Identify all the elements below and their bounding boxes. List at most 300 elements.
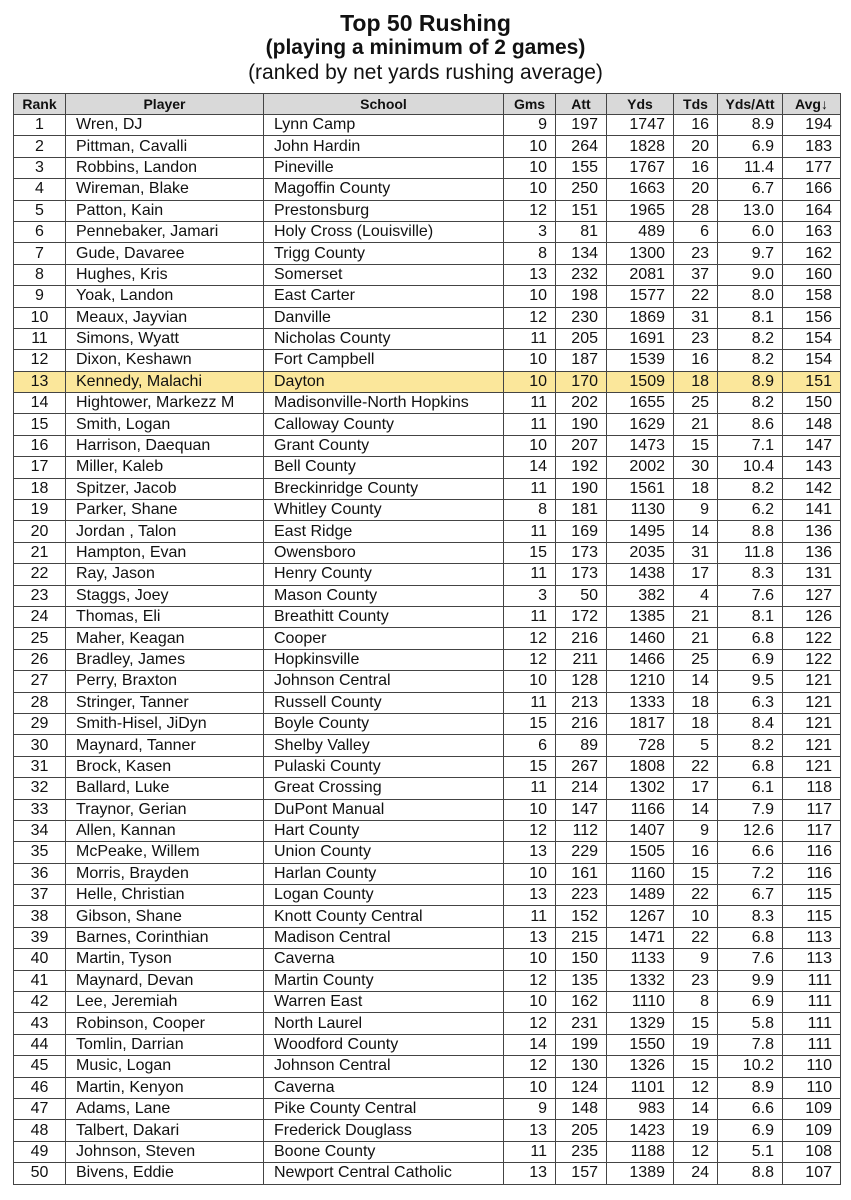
cell-player: Morris, Brayden xyxy=(66,863,264,884)
cell-gms: 12 xyxy=(504,1013,556,1034)
cell-gms: 10 xyxy=(504,799,556,820)
table-row xyxy=(14,692,841,713)
table-row xyxy=(14,221,841,242)
cell-gms: 15 xyxy=(504,756,556,777)
cell-rank: 31 xyxy=(14,756,66,777)
cell-yds: 489 xyxy=(607,221,674,242)
cell-yds: 1130 xyxy=(607,500,674,521)
cell-gms: 10 xyxy=(504,286,556,307)
cell-avg: 107 xyxy=(783,1163,841,1184)
cell-tds: 6 xyxy=(674,221,718,242)
cell-gms: 10 xyxy=(504,179,556,200)
cell-att: 205 xyxy=(556,1120,607,1141)
cell-school: Madison Central xyxy=(264,927,504,948)
cell-rank: 45 xyxy=(14,1056,66,1077)
cell-avg: 131 xyxy=(783,564,841,585)
table-row xyxy=(14,628,841,649)
cell-avg: 108 xyxy=(783,1141,841,1162)
cell-att: 205 xyxy=(556,328,607,349)
header-row xyxy=(14,94,841,115)
cell-player: Perry, Braxton xyxy=(66,671,264,692)
cell-rank: 36 xyxy=(14,863,66,884)
cell-gms: 15 xyxy=(504,713,556,734)
cell-yds: 1869 xyxy=(607,307,674,328)
cell-rank: 49 xyxy=(14,1141,66,1162)
cell-school: DuPont Manual xyxy=(264,799,504,820)
table-row xyxy=(14,863,841,884)
cell-avg: 127 xyxy=(783,585,841,606)
cell-rank: 24 xyxy=(14,606,66,627)
cell-att: 232 xyxy=(556,264,607,285)
cell-yds: 382 xyxy=(607,585,674,606)
table-row xyxy=(14,906,841,927)
cell-att: 267 xyxy=(556,756,607,777)
cell-tds: 9 xyxy=(674,949,718,970)
cell-gms: 10 xyxy=(504,435,556,456)
cell-yds: 1101 xyxy=(607,1077,674,1098)
cell-yds: 1302 xyxy=(607,778,674,799)
cell-tds: 25 xyxy=(674,649,718,670)
cell-att: 216 xyxy=(556,628,607,649)
cell-avg: 111 xyxy=(783,1034,841,1055)
cell-tds: 15 xyxy=(674,435,718,456)
ranking-note: (ranked by net yards rushing average) xyxy=(248,61,603,84)
cell-player: Kennedy, Malachi xyxy=(66,371,264,392)
cell-avg: 126 xyxy=(783,606,841,627)
cell-avg: 115 xyxy=(783,885,841,906)
cell-school: Dayton xyxy=(264,371,504,392)
cell-yds-att: 8.2 xyxy=(718,393,783,414)
cell-rank: 40 xyxy=(14,949,66,970)
cell-school: Union County xyxy=(264,842,504,863)
cell-rank: 27 xyxy=(14,671,66,692)
cell-rank: 7 xyxy=(14,243,66,264)
cell-rank: 29 xyxy=(14,713,66,734)
cell-att: 169 xyxy=(556,521,607,542)
cell-tds: 16 xyxy=(674,115,718,136)
cell-yds-att: 5.8 xyxy=(718,1013,783,1034)
cell-yds: 2081 xyxy=(607,264,674,285)
cell-att: 157 xyxy=(556,1163,607,1184)
cell-att: 161 xyxy=(556,863,607,884)
cell-att: 216 xyxy=(556,713,607,734)
col-header-yds: Yds xyxy=(607,94,674,115)
cell-rank: 14 xyxy=(14,393,66,414)
cell-tds: 22 xyxy=(674,756,718,777)
col-header-rank: Rank xyxy=(14,94,66,115)
cell-gms: 11 xyxy=(504,393,556,414)
cell-tds: 24 xyxy=(674,1163,718,1184)
cell-yds: 1466 xyxy=(607,649,674,670)
cell-tds: 18 xyxy=(674,478,718,499)
cell-avg: 121 xyxy=(783,671,841,692)
cell-gms: 13 xyxy=(504,1120,556,1141)
cell-gms: 13 xyxy=(504,885,556,906)
cell-school: Martin County xyxy=(264,970,504,991)
table-row xyxy=(14,606,841,627)
col-header-tds: Tds xyxy=(674,94,718,115)
cell-tds: 22 xyxy=(674,286,718,307)
cell-avg: 194 xyxy=(783,115,841,136)
cell-school: Great Crossing xyxy=(264,778,504,799)
cell-gms: 10 xyxy=(504,863,556,884)
cell-avg: 110 xyxy=(783,1077,841,1098)
cell-school: Pineville xyxy=(264,157,504,178)
cell-avg: 109 xyxy=(783,1098,841,1119)
cell-gms: 13 xyxy=(504,1163,556,1184)
cell-yds: 1577 xyxy=(607,286,674,307)
cell-yds-att: 6.3 xyxy=(718,692,783,713)
cell-tds: 16 xyxy=(674,157,718,178)
cell-yds-att: 6.1 xyxy=(718,778,783,799)
cell-att: 192 xyxy=(556,457,607,478)
cell-att: 147 xyxy=(556,799,607,820)
cell-gms: 13 xyxy=(504,842,556,863)
cell-avg: 111 xyxy=(783,1013,841,1034)
cell-att: 213 xyxy=(556,692,607,713)
cell-yds-att: 7.6 xyxy=(718,585,783,606)
cell-tds: 18 xyxy=(674,713,718,734)
cell-player: Adams, Lane xyxy=(66,1098,264,1119)
cell-att: 181 xyxy=(556,500,607,521)
cell-yds: 1489 xyxy=(607,885,674,906)
cell-avg: 151 xyxy=(783,371,841,392)
cell-yds: 1385 xyxy=(607,606,674,627)
cell-yds: 1329 xyxy=(607,1013,674,1034)
cell-rank: 4 xyxy=(14,179,66,200)
cell-player: McPeake, Willem xyxy=(66,842,264,863)
cell-att: 214 xyxy=(556,778,607,799)
cell-school: Cooper xyxy=(264,628,504,649)
table-row xyxy=(14,1013,841,1034)
cell-yds-att: 8.2 xyxy=(718,478,783,499)
table-row xyxy=(14,1141,841,1162)
cell-gms: 13 xyxy=(504,264,556,285)
cell-player: Thomas, Eli xyxy=(66,606,264,627)
cell-school: Fort Campbell xyxy=(264,350,504,371)
cell-school: Harlan County xyxy=(264,863,504,884)
cell-school: East Ridge xyxy=(264,521,504,542)
cell-yds-att: 8.2 xyxy=(718,735,783,756)
col-header-avg-sorted[interactable]: Avg↓ xyxy=(783,94,841,115)
cell-rank: 25 xyxy=(14,628,66,649)
cell-rank: 20 xyxy=(14,521,66,542)
cell-avg: 118 xyxy=(783,778,841,799)
cell-player: Pennebaker, Jamari xyxy=(66,221,264,242)
cell-avg: 154 xyxy=(783,328,841,349)
cell-avg: 162 xyxy=(783,243,841,264)
cell-att: 150 xyxy=(556,949,607,970)
cell-yds: 1160 xyxy=(607,863,674,884)
cell-avg: 116 xyxy=(783,842,841,863)
cell-avg: 113 xyxy=(783,949,841,970)
table-row xyxy=(14,457,841,478)
table-row xyxy=(14,585,841,606)
cell-player: Maher, Keagan xyxy=(66,628,264,649)
cell-player: Robbins, Landon xyxy=(66,157,264,178)
cell-yds: 1767 xyxy=(607,157,674,178)
cell-att: 264 xyxy=(556,136,607,157)
cell-rank: 35 xyxy=(14,842,66,863)
cell-tds: 5 xyxy=(674,735,718,756)
cell-player: Ray, Jason xyxy=(66,564,264,585)
cell-tds: 30 xyxy=(674,457,718,478)
cell-school: Trigg County xyxy=(264,243,504,264)
cell-player: Dixon, Keshawn xyxy=(66,350,264,371)
cell-gms: 10 xyxy=(504,136,556,157)
cell-tds: 16 xyxy=(674,350,718,371)
cell-yds: 2002 xyxy=(607,457,674,478)
cell-school: Logan County xyxy=(264,885,504,906)
cell-avg: 148 xyxy=(783,414,841,435)
cell-yds-att: 8.1 xyxy=(718,307,783,328)
table-row xyxy=(14,307,841,328)
cell-player: Robinson, Cooper xyxy=(66,1013,264,1034)
table-row xyxy=(14,778,841,799)
cell-tds: 19 xyxy=(674,1034,718,1055)
cell-yds-att: 7.6 xyxy=(718,949,783,970)
cell-rank: 15 xyxy=(14,414,66,435)
cell-tds: 23 xyxy=(674,970,718,991)
cell-att: 215 xyxy=(556,927,607,948)
cell-avg: 122 xyxy=(783,649,841,670)
cell-school: Calloway County xyxy=(264,414,504,435)
col-header-yds-att: Yds/Att xyxy=(718,94,783,115)
cell-rank: 37 xyxy=(14,885,66,906)
cell-player: Maynard, Tanner xyxy=(66,735,264,756)
cell-tds: 18 xyxy=(674,371,718,392)
cell-gms: 12 xyxy=(504,307,556,328)
cell-avg: 117 xyxy=(783,820,841,841)
cell-yds-att: 6.9 xyxy=(718,992,783,1013)
cell-avg: 156 xyxy=(783,307,841,328)
cell-att: 130 xyxy=(556,1056,607,1077)
cell-att: 211 xyxy=(556,649,607,670)
cell-att: 173 xyxy=(556,542,607,563)
cell-school: Warren East xyxy=(264,992,504,1013)
cell-yds: 1808 xyxy=(607,756,674,777)
cell-avg: 122 xyxy=(783,628,841,649)
table-row xyxy=(14,1163,841,1184)
cell-rank: 23 xyxy=(14,585,66,606)
cell-yds-att: 10.4 xyxy=(718,457,783,478)
cell-rank: 5 xyxy=(14,200,66,221)
cell-avg: 147 xyxy=(783,435,841,456)
cell-att: 162 xyxy=(556,992,607,1013)
cell-avg: 121 xyxy=(783,735,841,756)
cell-rank: 18 xyxy=(14,478,66,499)
cell-avg: 183 xyxy=(783,136,841,157)
cell-tds: 22 xyxy=(674,885,718,906)
cell-gms: 3 xyxy=(504,585,556,606)
cell-yds-att: 6.9 xyxy=(718,136,783,157)
cell-gms: 11 xyxy=(504,1141,556,1162)
cell-gms: 11 xyxy=(504,564,556,585)
cell-avg: 136 xyxy=(783,521,841,542)
cell-rank: 39 xyxy=(14,927,66,948)
cell-gms: 10 xyxy=(504,949,556,970)
cell-rank: 33 xyxy=(14,799,66,820)
table-row xyxy=(14,1098,841,1119)
cell-att: 223 xyxy=(556,885,607,906)
cell-att: 202 xyxy=(556,393,607,414)
cell-player: Brock, Kasen xyxy=(66,756,264,777)
cell-school: Russell County xyxy=(264,692,504,713)
cell-rank: 44 xyxy=(14,1034,66,1055)
cell-yds: 1407 xyxy=(607,820,674,841)
cell-yds-att: 6.9 xyxy=(718,649,783,670)
table-row xyxy=(14,649,841,670)
cell-tds: 15 xyxy=(674,1013,718,1034)
cell-att: 187 xyxy=(556,350,607,371)
cell-yds: 1300 xyxy=(607,243,674,264)
table-row xyxy=(14,542,841,563)
table-row xyxy=(14,200,841,221)
cell-yds-att: 6.2 xyxy=(718,500,783,521)
cell-school: Whitley County xyxy=(264,500,504,521)
table-row xyxy=(14,671,841,692)
cell-player: Meaux, Jayvian xyxy=(66,307,264,328)
cell-yds: 1389 xyxy=(607,1163,674,1184)
cell-gms: 14 xyxy=(504,457,556,478)
cell-rank: 21 xyxy=(14,542,66,563)
cell-att: 207 xyxy=(556,435,607,456)
cell-yds: 1561 xyxy=(607,478,674,499)
cell-yds-att: 8.2 xyxy=(718,350,783,371)
cell-rank: 38 xyxy=(14,906,66,927)
cell-yds-att: 8.9 xyxy=(718,371,783,392)
cell-gms: 10 xyxy=(504,157,556,178)
cell-gms: 6 xyxy=(504,735,556,756)
cell-yds-att: 8.1 xyxy=(718,606,783,627)
cell-player: Hughes, Kris xyxy=(66,264,264,285)
cell-yds-att: 6.0 xyxy=(718,221,783,242)
cell-yds: 1332 xyxy=(607,970,674,991)
cell-school: Caverna xyxy=(264,1077,504,1098)
cell-att: 155 xyxy=(556,157,607,178)
cell-rank: 47 xyxy=(14,1098,66,1119)
cell-rank: 43 xyxy=(14,1013,66,1034)
cell-school: Shelby Valley xyxy=(264,735,504,756)
cell-tds: 17 xyxy=(674,564,718,585)
cell-tds: 14 xyxy=(674,521,718,542)
cell-yds-att: 9.5 xyxy=(718,671,783,692)
cell-player: Pittman, Cavalli xyxy=(66,136,264,157)
cell-school: John Hardin xyxy=(264,136,504,157)
cell-player: Harrison, Daequan xyxy=(66,435,264,456)
cell-gms: 14 xyxy=(504,1034,556,1055)
cell-gms: 10 xyxy=(504,671,556,692)
cell-yds-att: 8.8 xyxy=(718,521,783,542)
cell-tds: 21 xyxy=(674,628,718,649)
cell-tds: 9 xyxy=(674,500,718,521)
cell-tds: 23 xyxy=(674,328,718,349)
cell-tds: 28 xyxy=(674,200,718,221)
cell-player: Gude, Davaree xyxy=(66,243,264,264)
cell-avg: 116 xyxy=(783,863,841,884)
cell-yds: 1267 xyxy=(607,906,674,927)
cell-att: 229 xyxy=(556,842,607,863)
cell-avg: 142 xyxy=(783,478,841,499)
cell-player: Spitzer, Jacob xyxy=(66,478,264,499)
cell-tds: 20 xyxy=(674,136,718,157)
table-row xyxy=(14,264,841,285)
table-row xyxy=(14,564,841,585)
cell-rank: 13 xyxy=(14,371,66,392)
cell-avg: 109 xyxy=(783,1120,841,1141)
table-row xyxy=(14,328,841,349)
cell-yds: 1326 xyxy=(607,1056,674,1077)
table-row xyxy=(14,885,841,906)
cell-yds-att: 10.2 xyxy=(718,1056,783,1077)
cell-gms: 8 xyxy=(504,243,556,264)
cell-att: 172 xyxy=(556,606,607,627)
table-row xyxy=(14,756,841,777)
table-row xyxy=(14,820,841,841)
cell-gms: 11 xyxy=(504,478,556,499)
cell-school: Boyle County xyxy=(264,713,504,734)
cell-avg: 166 xyxy=(783,179,841,200)
cell-yds-att: 8.9 xyxy=(718,1077,783,1098)
cell-att: 197 xyxy=(556,115,607,136)
cell-att: 152 xyxy=(556,906,607,927)
cell-school: Johnson Central xyxy=(264,1056,504,1077)
cell-yds-att: 6.7 xyxy=(718,885,783,906)
cell-rank: 9 xyxy=(14,286,66,307)
table-row xyxy=(14,927,841,948)
cell-avg: 164 xyxy=(783,200,841,221)
cell-yds-att: 8.6 xyxy=(718,414,783,435)
cell-rank: 1 xyxy=(14,115,66,136)
table-row xyxy=(14,949,841,970)
cell-yds-att: 7.9 xyxy=(718,799,783,820)
cell-school: Hart County xyxy=(264,820,504,841)
cell-gms: 12 xyxy=(504,1056,556,1077)
cell-school: Breathitt County xyxy=(264,606,504,627)
cell-gms: 11 xyxy=(504,521,556,542)
cell-gms: 11 xyxy=(504,328,556,349)
cell-att: 190 xyxy=(556,478,607,499)
table-row xyxy=(14,115,841,136)
table-row xyxy=(14,243,841,264)
cell-school: Newport Central Catholic xyxy=(264,1163,504,1184)
cell-yds: 2035 xyxy=(607,542,674,563)
cell-gms: 11 xyxy=(504,778,556,799)
cell-tds: 8 xyxy=(674,992,718,1013)
cell-yds-att: 11.8 xyxy=(718,542,783,563)
table-row xyxy=(14,500,841,521)
cell-gms: 15 xyxy=(504,542,556,563)
cell-school: Magoffin County xyxy=(264,179,504,200)
cell-school: Grant County xyxy=(264,435,504,456)
cell-yds-att: 6.8 xyxy=(718,628,783,649)
cell-gms: 9 xyxy=(504,1098,556,1119)
cell-att: 190 xyxy=(556,414,607,435)
cell-yds-att: 9.7 xyxy=(718,243,783,264)
cell-tds: 17 xyxy=(674,778,718,799)
cell-player: Gibson, Shane xyxy=(66,906,264,927)
table-row xyxy=(14,350,841,371)
cell-gms: 11 xyxy=(504,906,556,927)
cell-school: Breckinridge County xyxy=(264,478,504,499)
cell-tds: 12 xyxy=(674,1141,718,1162)
table-row xyxy=(14,1056,841,1077)
page-subtitle: (playing a minimum of 2 games) xyxy=(265,36,586,59)
table-row xyxy=(14,179,841,200)
col-header-att: Att xyxy=(556,94,607,115)
cell-player: Miller, Kaleb xyxy=(66,457,264,478)
table-row xyxy=(14,1077,841,1098)
